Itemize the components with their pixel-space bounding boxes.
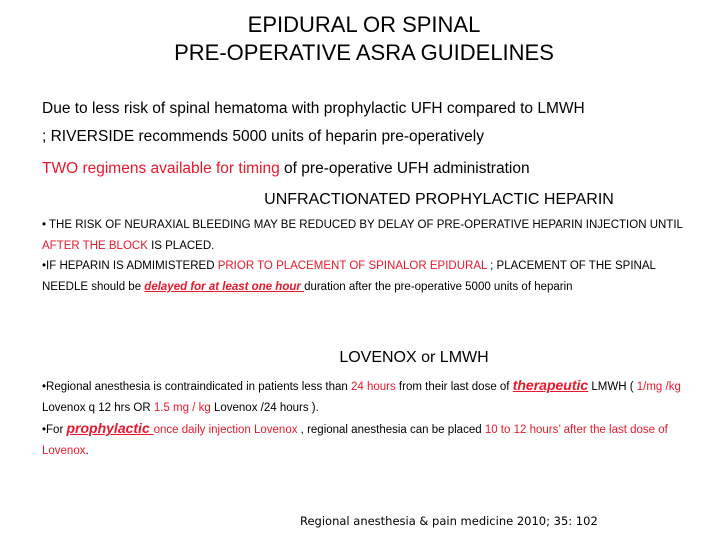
intro-timing-rest: of pre-operative UFH administration	[279, 160, 530, 177]
ufh-b1-tail: IS PLACED.	[147, 240, 215, 252]
title-line-1: EPIDURAL OR SPINAL	[247, 12, 481, 37]
reference-citation: Regional anesthesia & pain medicine 2010; 35: 102	[300, 514, 598, 528]
ufh-bullet-1	[42, 215, 692, 257]
lmwh-b4-emph: prophylactic	[66, 420, 154, 436]
lmwh-b4-tail: .	[85, 445, 89, 457]
lmwh-b3-tail: Lovenox /24 hours ).	[210, 402, 319, 414]
lmwh-b3-part4: Lovenox q 12 hrs OR	[42, 402, 154, 414]
lmwh-b4-red1: once daily injection Lovenox	[153, 424, 298, 436]
lmwh-b3-part3: LMWH (	[588, 381, 637, 393]
intro-line-2: ; RIVERSIDE recommends 5000 units of heparin pre-operatively	[42, 128, 484, 145]
ufh-heading: UNFRACTIONATED PROPHYLACTIC HEPARIN	[264, 191, 614, 208]
intro-timing	[42, 159, 692, 179]
lmwh-b4-text: •For	[42, 424, 67, 436]
title-line-2: PRE-OPERATIVE ASRA GUIDELINES	[174, 40, 554, 65]
intro-line-1: Due to less risk of spinal hematoma with prophylactic UFH compared to LMWH	[42, 100, 585, 117]
lmwh-bullet-2	[42, 418, 692, 462]
ufh-b2-text: •IF HEPARIN IS ADMIMISTERED	[42, 260, 218, 272]
ufh-b2-tail: duration after the pre-operative 5000 units of heparin	[304, 281, 573, 293]
lmwh-b3-emph: therapeutic	[512, 377, 589, 393]
lmwh-b3-red1: 24 hours	[350, 381, 396, 393]
lmwh-b4-red2: 10 to 12 hours’ after the last dose of Lovenox	[42, 424, 668, 457]
ufh-b2-red: PRIOR TO PLACEMENT OF SPINALOR EPIDURAL	[217, 260, 487, 272]
ufh-b2-emph: delayed for at least one hour	[144, 281, 305, 293]
lmwh-heading: LOVENOX or LMWH	[339, 349, 489, 366]
lmwh-bullet-1	[42, 375, 692, 419]
ufh-b1-text: • THE RISK OF NEURAXIAL BLEEDING MAY BE REDUCED BY DELAY OF PRE-OPERATIVE HEPARIN INJECTION UNTIL	[42, 219, 683, 231]
lmwh-b4-mid: , regional anesthesia can be placed	[297, 424, 485, 436]
lmwh-b3-mid: from their last dose of	[395, 381, 513, 393]
ufh-b2-mid: ; PLACEMENT OF THE SPINAL NEEDLE should be	[42, 260, 656, 293]
lmwh-b3-red2: 1/mg /kg	[636, 381, 681, 393]
intro-timing-red: TWO regimens available for timing	[42, 160, 280, 177]
ufh-bullet-2	[42, 256, 692, 298]
lmwh-b3-text: •Regional anesthesia is contraindicated in patients less than	[42, 381, 351, 393]
lmwh-b3-red3: 1.5 mg / kg	[153, 402, 211, 414]
ufh-b1-red: AFTER THE BLOCK	[42, 240, 148, 252]
